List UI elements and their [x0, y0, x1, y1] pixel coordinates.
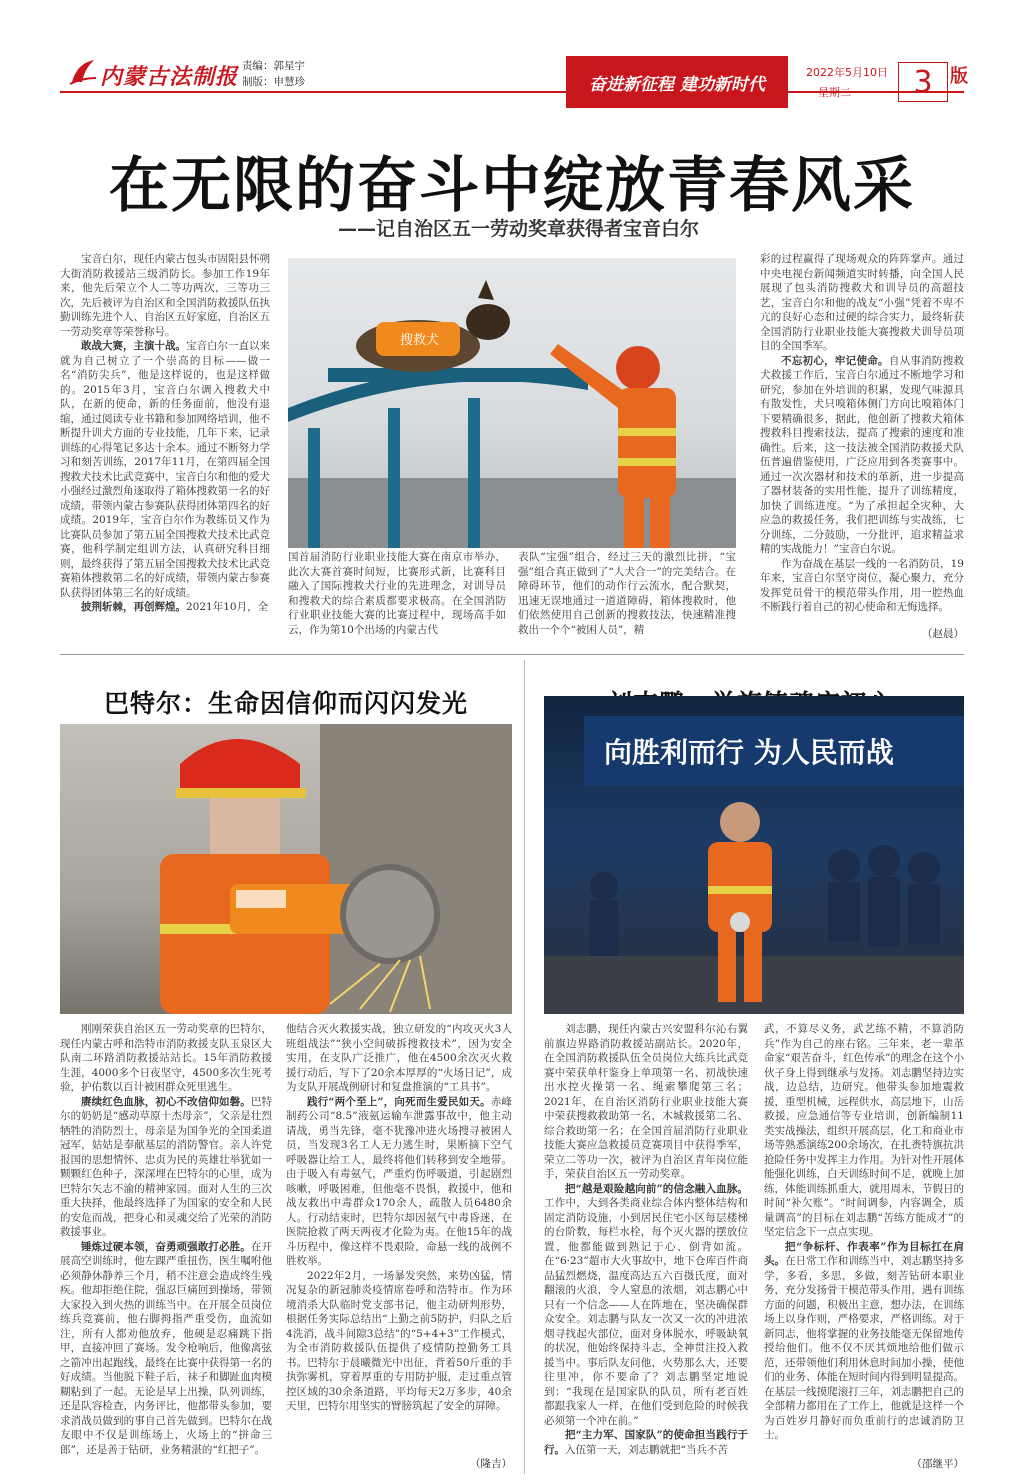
newspaper-logo-icon [68, 58, 98, 86]
section-divider [60, 654, 964, 655]
paragraph: 锤炼过硬本领，奋勇顽强敢打必胜。在开展高空训练时，他左踝严重扭伤，医生嘱咐他必须静休静养三个月，稍不注意会造成终生残疾。他却拒绝住院，强忍巨痛回到操场，带领大家投入到火热的训练当中。在开展全员岗位练兵竞赛前，他右脚拇指严重受伤，血流如注，所有人都劝他放弃，他硬是忍痛跳下指甲，直接冲回了赛场。发令枪响后，他像离弦之箭冲出起跑线，最终在比赛中获得第一名的好成绩。当他脱下鞋子后，袜子和脚趾血肉模糊粘到了一起。无论是早上出操，队列训练，还是队容检查，内务评比，他都带头参加，要求消战员做到的事自己首先做到。巴特尔在战友眼中不仅是训练场上，火场上的“拼命三郎”，还是善于钻研，业务精湛的“红把子”。 [60, 1240, 272, 1456]
page-number-box [898, 62, 948, 102]
main-photo-trainer-with-dog [288, 258, 736, 548]
ceremony-illustration [544, 696, 964, 1014]
masthead-rule-left [60, 91, 566, 93]
main-story-col4 [760, 252, 964, 636]
paragraph: 武，不算尽义务，武艺练不精，不算消防兵”作为自己的座右铭。三年来，老一辈革命家“艰苦奋斗，红色传承”的理念在这个小伙子身上得到继承与发扬。刘志鹏坚持边实战，边总结，边研究。他带头参加地震救援，重型机械，远程供水，高层地下，山岳救援，应急通信等专业培训，创新编制11类实战操法，组织开展高层，化工和商业市场等熟悉演练200余场次，在扎赉特旗抗洪抢险任务中发挥主力作用。为针对性开展体能强化训练，白天训练时间不足，就晚上加练，体能训练抓重大，就用周末，节假日的时间“补欠账”。“时间调参，内容调全，质量调高”的目标在刘志鹏“苦练方能成才”的坚定信念下一点点实现。 [764, 1023, 964, 1238]
paragraph: 刘志鹏，现任内蒙古兴安盟科尔沁右翼前旗边界路消防救援站副站长。2020年，在全国消防救援队伍全员岗位大练兵比武竞赛中荣获单杆鉴身上单项第一名、初战快速出水控火操第一名、绳索攀爬第三名；2021年，在自治区消防行业职业技能大赛中荣获搜救救助第一名，木城救援第二名、综合救助第一名；在全国首届消防行业职业技能大赛应急救援员竞赛项目中获得季军，荣立二等功一次，被评为自治区青年岗位能手，荣获自治区五一劳动奖章。 [544, 1023, 748, 1180]
subheadline: ——记自治区五一劳动奖章获得者宝音白尔 [338, 218, 700, 240]
producer-credit: 制版：申慧珍 [242, 76, 305, 88]
right-story-byline: （邵继平） [911, 1458, 964, 1470]
paragraph: 不忘初心，牢记使命。自从事消防搜救犬救援工作后，宝音白尔通过不断地学习和研究，参加在外培训的积累，发现气味源具有散发性，犬只嗅箱体侧门方向比嗅箱体门下要精确很多，据此，他创新了搜救犬箱体搜救科目搜索技法，提高了搜索的速度和准确性。后来，这一技法被全国消防救援犬队伍普遍借鉴使用，广泛应用到各类赛事中。通过一次次器材和技术的革新，进一步提高了器材装备的实用性能，提升了训练精度，加快了训练进度。“为了承担起全灾种，大应急的救援任务，我们把训练与实战练，七分训练，二分鼓励，一分批评，追求精益求精的实战能力！”宝音白尔说。 [760, 354, 964, 555]
main-story-byline: （赵晨） [922, 628, 964, 640]
paragraph: 披荆斩棘，再创辉煌。2021年10月，全 [81, 601, 269, 613]
masthead [0, 0, 1024, 130]
paragraph: 表队“宝强”组合，经过三天的激烈比拼，“宝强”组合真正做到了“人犬合一”的完美结合。在障碍环节，他们的动作行云流水，配合默契，迅速无误地通过一道道障碍，箱体搜救时，他们依然使用自己创新的搜救技法，快速精准搜救出一个个“被困人员”，精 [518, 551, 736, 636]
paragraph: 宝音白尔，现任内蒙古包头市固阳县怀朔大街消防救援站三级消防长。参加工作19年来，他先后荣立个人二等功两次，三等功三次，先后被评为自治区和全国消防救援队伍执勤训练先进个人、自治区五好家庭，自治区五一劳动奖章等荣誉称号。 [60, 253, 270, 338]
paragraph: 刚刚荣获自治区五一劳动奖章的巴特尔，现任内蒙古呼和浩特市消防救援支队玉泉区大队南二环路消防救援站站长。15年消防救援生涯，4000多个日夜坚守，4500多次生死考验，护佑数以百计被困群众死里逃生。 [60, 1023, 272, 1093]
stage-banner-text: 向胜利而行 为人民而战 [604, 736, 894, 769]
paragraph: 作为奋战在基层一线的一名消防员，19年来，宝音白尔坚守岗位，凝心聚力，充分发挥党员骨干的模范带头作用，用一腔热血不断践行着自己的初心使命和无悔选择。 [760, 557, 964, 613]
page-number: 3 [913, 64, 933, 100]
page-suffix: 版 [950, 66, 968, 87]
paragraph: 敢战大赛，主演十战。宝音白尔一直以来就为自己树立了一个崇高的目标——做一名“消防尖兵”，他是这样说的，也是这样做的。2015年3月，宝音白尔调入搜救犬中队，在新的使命，新的任务面前，他没有退缩，通过阅读专业书籍和参加网络培训，他不断提升训犬方面的专业技能，几年下来，记录训练的心得笔记多达十余本。通过不断努力学习和刻苦训练，2017年11月，在第四届全国搜救犬技术比武竞赛中，宝音白尔和他的爱犬小强经过激烈角逐取得了箱体搜救第一名的好成绩，带领内蒙古参赛队获得团体第四名的好成绩。2019年，宝音白尔作为教练员又作为比赛队员参加了第五届全国搜救犬技术比武竞赛，他科学制定组训方法，认真研究科目细则，最终获得了第五届全国搜救犬技术比武竞赛箱体搜救第二名的好成绩，带领内蒙古参赛队获得团体第三名的好成绩。 [60, 340, 270, 599]
paragraph: 2022年2月，一场暴发突然，来势凶猛，情况复杂的新冠肺炎疫情席卷呼和浩特市。作为环境消杀大队临时党支部书记，他主动研判形势，根据任务实际总结出“上勤之前5防护，归队之后4洗消，战斗间隙3总结”的“5+4+3”工作模式，为全市消防救援队伍提供了疫情防控勤务工具书。巴特尔于晨曦微光中出征，背着50斤重的手执弥雾机，穿着厚重的专用防护服，走过重点管控区域的30余条道路，平均每天2万多步，40余天里，巴特尔用坚实的臂膀筑起了安全的屏障。 [286, 1269, 512, 1412]
left-story-col1 [60, 1022, 272, 1474]
paragraph: 践行“两个至上”，向死而生爱民如天。赤峰制药公司“8.5”液氨运输车泄露事故中，他主动请战，勇当先锋，毫不犹豫冲进火场搜寻被困人员，当发现3名工人无力逃生时，果断摘下空气呼吸器让给工人，最终将他们转移到安全地带。由于吸入有毒氨气，严重灼伤呼吸道，引起剧烈咳嗽，呼吸困难，但他毫不畏惧，救援中，他和战友救出中毒群众170余人，疏散人员6480余人。行动结束时，巴特尔却因氨气中毒昏迷，在医院抢救了两天两夜才化险为夷。在他15年的战斗历程中，像这样不畏艰险，命悬一线的战例不胜枚举。 [286, 1095, 512, 1267]
paragraph: 国首届消防行业职业技能大赛在南京市举办，此次大赛首赛时间短，比赛形式新，比赛科目融入了国际搜救犬行业的先进理念，对训导员和搜救犬的综合素质都要求极高。在全国消防行业职业技能大赛的比赛过程中，现场高手如云，作为第10个出场的内蒙古代 [288, 551, 506, 636]
issue-weekday: 星期二 [818, 86, 851, 99]
main-story-col2 [288, 550, 506, 642]
headline: 在无限的奋斗中绽放青春风采 [109, 151, 915, 221]
paragraph: 他结合灭火救援实战，独立研发的“内攻灭火3人班组战法”“狭小空间破拆搜救技术”，因为安全实用，在支队广泛推广，他在4500余次灭火救援行动后，写下了20余本厚厚的“火场日记”，成为支队开展战例研讨和复盘推演的“工具书”。 [286, 1023, 512, 1093]
editor-credit: 责编：郭星宇 [242, 60, 305, 72]
paragraph: 把“争标杆、作表率”作为目标扛在肩头。在日常工作和训练当中，刘志鹏坚持多学，多看，多思，多做，刻苦钻研本职业务，充分发扬骨干模范带头作用，遇有训练方面的问题，积极出主意，想办法，在训练场上以身作则，严格要求，严格训练。对于新同志，他将掌握的业务技能毫无保留地传授给他们。他不仅不厌其烦地给他们做示范，还带领他们利用休息时间加小操，使他们的业务、体能在短时间内得到明显提高。在基层一线摸爬滚打三年，刘志鹏把自己的全部精力都用在了工作上，他就是这样一个为百姓岁月静好而负重前行的忠诚消防卫士。 [764, 1240, 964, 1441]
left-story-title: 巴特尔：生命因信仰而闪闪发光 [103, 689, 468, 718]
main-story-col1 [60, 252, 270, 640]
left-story-byline: （隆吉） [470, 1458, 512, 1470]
newspaper-name: 内蒙古法制报 [100, 65, 239, 90]
paragraph: 彩的过程赢得了现场观众的阵阵掌声。通过中央电视台新闻频道实时转播，向全国人民展现了包头消防搜救犬和训导员的高超技艺，宝音白尔和他的战友“小强”凭着不卑不亢的良好心态和过硬的综合实力，最终斩获全国消防行业职业技能大赛搜救犬训导员项目的全国季军。 [760, 253, 964, 352]
right-photo-award-ceremony [544, 696, 964, 1014]
vest-label: 搜救犬 [400, 333, 440, 348]
paragraph: 把“主力军、国家队”的使命担当践行于行。入伍第一天，刘志鹏就把“当兵不苦 [544, 1429, 748, 1456]
column-divider [524, 660, 525, 1474]
left-story-col2 [286, 1022, 512, 1442]
theme-banner: 奋进新征程 建功新时代 [566, 56, 788, 108]
main-story-col3 [518, 550, 736, 642]
paragraph: 把“越是艰险越向前”的信念融入血脉。工作中，大到各类商业综合体内整体结构和固定消防设施，小到居民住宅小区每层楼梯的台阶数，每栏水栓，每个灭火器的摆放位置，他都能做到熟记于心、倒背如流。在“6·23”超市大火事故中，地下仓库百件商品猛烈燃烧，温度高达五六百摄氏度，面对翻滚的火浪，令人窒息的浓烟，刘志鹏心中只有一个信念——人在阵地在，坚决确保群众安全。刘志鹏与队友一次又一次的冲进浓烟寻找起火部位，面对身体脱水，呼吸缺氧的状况，他始终保持斗志，全神贯注投入救援当中。事后队友问他，火势那么大，还要往里冲，你不要命了？刘志鹏坚定地说到：“我现在是国家队的队员，所有老百姓都跟我家人一样，在他们受到危险的时候我必须第一个冲在前。” [544, 1182, 748, 1427]
right-story-col1 [544, 1022, 748, 1474]
issue-date: 2022年5月10日 [806, 66, 888, 79]
firefighter-illustration [60, 724, 512, 1014]
right-story-col2 [764, 1022, 964, 1450]
left-photo-firefighter-cutter [60, 724, 512, 1014]
paragraph: 赓续红色血脉，初心不改信仰如磐。巴特尔的奶奶是“感动草原十杰母亲”，父亲是壮烈牺牲的消防烈士，母亲是为国争光的全国柔道冠军，姑姑是奉献基层的消防警官。亲人许党报国的思想情怀、忠贞为民的英雄壮举犹如一颗颗红色种子，深深埋在巴特尔的心里，成为巴特尔矢志不渝的精神家园。面对人生的三次重大抉择，他最终选择了为国家的安全和人民的安危而战，把身心和灵魂交给了光荣的消防救援事业。 [60, 1095, 272, 1238]
training-scene-illustration [288, 258, 736, 548]
